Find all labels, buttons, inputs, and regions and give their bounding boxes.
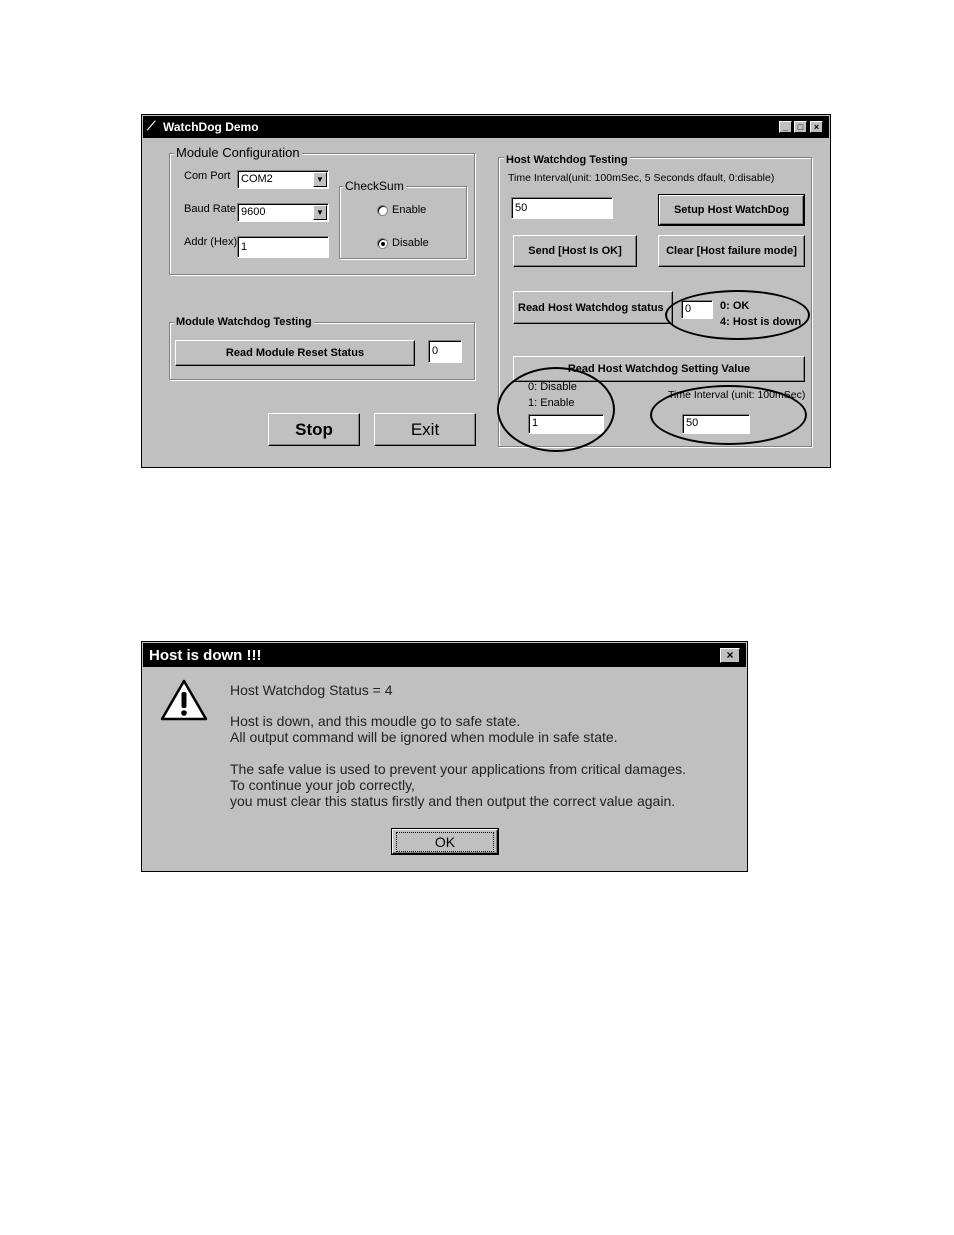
checksum-label: CheckSum [345, 179, 404, 193]
host-enable-value[interactable]: 1 [528, 414, 604, 434]
exit-button[interactable]: Exit [374, 413, 476, 446]
stop-button[interactable]: Stop [268, 413, 360, 446]
message-line-1a: Host is down, and this moudle go to safe state. [230, 713, 521, 729]
module-reset-status-value[interactable]: 0 [428, 340, 462, 363]
chevron-down-icon[interactable]: ▼ [313, 172, 327, 187]
ok-button-label: OK [396, 832, 494, 852]
com-port-select[interactable] [237, 170, 329, 189]
minimize-button[interactable]: _ [779, 121, 792, 133]
setup-host-watchdog-button[interactable]: Setup Host WatchDog [659, 195, 804, 225]
checksum-enable-label: Enable [392, 204, 427, 216]
send-host-ok-button[interactable]: Send [Host Is OK] [513, 235, 637, 267]
time-interval-value[interactable]: 50 [682, 414, 750, 434]
addr-hex-label: Addr (Hex) [184, 236, 238, 248]
warning-icon [160, 678, 208, 722]
baud-rate-value: 9600 [241, 206, 266, 218]
addr-hex-input[interactable]: 1 [237, 236, 329, 258]
window-title: WatchDog Demo [163, 120, 259, 134]
time-interval-label: Time Interval (unit: 100mSec) [668, 389, 806, 401]
message-line-2c: you must clear this status firstly and then output the correct value again. [230, 793, 676, 809]
enable-legend-enable: 1: Enable [528, 397, 575, 409]
status-legend-down: 4: Host is down [720, 316, 802, 328]
baud-rate-select[interactable] [237, 203, 329, 222]
baud-rate-label: Baud Rate [184, 203, 236, 215]
checksum-disable-label: Disable [392, 237, 429, 249]
com-port-value: COM2 [241, 173, 273, 185]
module-watchdog-testing-label: Module Watchdog Testing [176, 316, 312, 328]
window-titlebar[interactable] [143, 116, 829, 138]
interval-hint: Time Interval(unit: 100mSec, 5 Seconds dfault, 0:disable) [508, 172, 775, 184]
status-line: Host Watchdog Status = 4 [230, 682, 393, 698]
read-host-watchdog-setting-button[interactable]: Read Host Watchdog Setting Value [513, 356, 805, 382]
dialog-close-button[interactable]: × [720, 648, 740, 663]
checksum-disable-radio[interactable] [377, 238, 388, 249]
interval-input[interactable]: 50 [511, 197, 613, 219]
read-host-watchdog-status-button[interactable]: Read Host Watchdog status [513, 291, 673, 324]
app-icon: ⟋ [147, 119, 156, 133]
com-port-label: Com Port [184, 170, 231, 182]
message-line-2b: To continue your job correctly, [230, 777, 415, 793]
message-line-1b: All output command will be ignored when module in safe state. [230, 729, 618, 745]
ok-button[interactable] [392, 829, 498, 854]
status-legend-ok: 0: OK [720, 300, 750, 312]
enable-legend-disable: 0: Disable [528, 381, 577, 393]
checksum-enable-radio[interactable] [377, 205, 388, 216]
host-watchdog-testing-label: Host Watchdog Testing [506, 154, 628, 166]
read-module-reset-status-button[interactable]: Read Module Reset Status [175, 340, 415, 366]
host-status-value[interactable]: 0 [681, 300, 713, 319]
dialog-title: Host is down !!! [149, 647, 262, 664]
chevron-down-icon[interactable]: ▼ [313, 205, 327, 220]
watchdog-demo-window [141, 114, 831, 468]
maximize-button[interactable]: □ [794, 121, 807, 133]
host-down-dialog [141, 641, 748, 872]
dialog-titlebar[interactable] [143, 643, 746, 667]
message-line-2a: The safe value is used to prevent your applications from critical damages. [230, 761, 687, 777]
clear-host-failure-button[interactable]: Clear [Host failure mode] [658, 235, 805, 267]
close-button[interactable]: × [810, 121, 823, 133]
module-configuration-label: Module Configuration [176, 145, 300, 160]
